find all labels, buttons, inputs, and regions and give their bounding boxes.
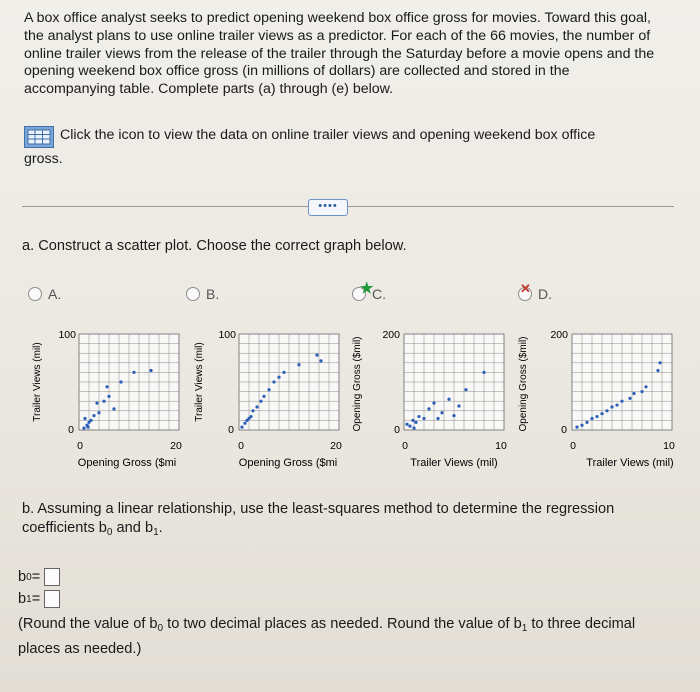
b1-label: b [18, 590, 27, 607]
scatter-point [149, 369, 152, 372]
scatter-point [615, 403, 618, 406]
graph-d-ylabel: Opening Gross ($mil) [518, 336, 529, 432]
correct-star-icon: ★ [360, 280, 374, 297]
graph-d[interactable] [516, 322, 686, 472]
scatter-point [92, 414, 95, 417]
scatter-point [620, 400, 623, 403]
scatter-point [83, 417, 86, 420]
scatter-point [595, 415, 598, 418]
radio-option-a[interactable] [28, 287, 42, 301]
scatter-point [414, 421, 417, 424]
scatter-point [86, 426, 89, 429]
option-a-label: A. [48, 286, 62, 302]
scatter-point [590, 417, 593, 420]
scatter-point [107, 395, 110, 398]
scatter-point [408, 425, 411, 428]
scatter-point [610, 405, 613, 408]
scatter-point [277, 376, 280, 379]
scatter-point [297, 363, 300, 366]
scatter-point [422, 417, 425, 420]
scatter-point [89, 419, 92, 422]
scatter-point [243, 422, 246, 425]
scatter-point [259, 400, 262, 403]
graph-a-xlabel: Opening Gross ($mi [77, 457, 177, 469]
scatter-point [255, 405, 258, 408]
scatter-point [632, 392, 635, 395]
scatter-point [452, 414, 455, 417]
option-b[interactable] [186, 286, 219, 302]
graph-d-ytop: 200 [550, 329, 568, 341]
graph-d-xend: 10 [663, 440, 675, 452]
incorrect-x-icon: ✕ [520, 281, 531, 296]
scatter-point [417, 415, 420, 418]
graph-c-yzero: 0 [394, 424, 400, 436]
section-divider [22, 206, 674, 207]
scatter-point [432, 402, 435, 405]
graph-d-yzero: 0 [561, 424, 567, 436]
scatter-point [112, 407, 115, 410]
scatter-point [272, 380, 275, 383]
note-sub0: 0 [157, 623, 164, 634]
graph-c-xzero: 0 [402, 440, 408, 452]
option-b-label: B. [206, 286, 220, 302]
b0-row [18, 566, 60, 588]
scatter-point [482, 371, 485, 374]
scatter-point [97, 411, 100, 414]
problem-statement: A box office analyst seeks to predict opening weekend box office gross for movies. Toward this goal, the analyst plans to use online trailer views as a predictor. For each of the 66 movies, the number of online trailer views from the release of the trailer through the Saturday before a movie opens and the opening weekend box office gross (in millions of dollars) are collected and stored in the accompanying table. Complete parts (a) through (e) below. [24, 10, 655, 98]
graph-c[interactable] [350, 322, 520, 472]
data-link-text-continued[interactable]: gross. [24, 151, 63, 167]
scatter-point [95, 402, 98, 405]
scatter-point [262, 395, 265, 398]
graph-a-ylabel: Trailer Views (mil) [32, 342, 43, 422]
b1-sub: 1 [26, 593, 32, 605]
graph-b-ylabel: Trailer Views (mil) [194, 342, 205, 422]
note-part2: to two decimal places as needed. Round the value of b [163, 616, 522, 632]
table-grid-icon[interactable] [24, 126, 54, 148]
scatter-point [575, 426, 578, 429]
graph-a-xzero: 0 [77, 440, 83, 452]
part-b-end: . [158, 520, 163, 536]
option-c-label: C. [372, 286, 386, 302]
rounding-note [18, 614, 668, 659]
graph-a-xend: 20 [170, 440, 182, 452]
graph-c-xend: 10 [495, 440, 507, 452]
answer-fields [18, 566, 60, 610]
b1-input[interactable] [44, 590, 60, 608]
scatter-point [464, 388, 467, 391]
scatter-point [427, 407, 430, 410]
scatter-point [82, 426, 85, 429]
expand-more-button[interactable]: •••• [308, 199, 348, 216]
b0-label: b [18, 568, 27, 585]
graph-b[interactable] [192, 322, 352, 472]
scatter-point [411, 419, 414, 422]
scatter-point [132, 371, 135, 374]
graph-d-xlabel: Trailer Views (mil) [586, 457, 674, 469]
scatter-point [245, 419, 248, 422]
graph-d-xzero: 0 [570, 440, 576, 452]
option-a[interactable] [28, 286, 61, 302]
scatter-point [412, 426, 415, 429]
scatter-point [267, 388, 270, 391]
graph-a[interactable] [30, 322, 190, 472]
graph-b-xzero: 0 [238, 440, 244, 452]
scatter-point [440, 411, 443, 414]
scatter-point [105, 385, 108, 388]
scatter-point [315, 354, 318, 357]
graph-a-ytop: 100 [58, 329, 76, 341]
scatter-point [605, 409, 608, 412]
scatter-point [240, 426, 243, 429]
b0-input[interactable] [44, 568, 60, 586]
b1-equals: = [31, 590, 41, 607]
scatter-point [249, 415, 252, 418]
note-part3: to three decimal places as needed.) [18, 616, 636, 657]
scatter-point [457, 404, 460, 407]
option-d-label: D. [538, 286, 552, 302]
part-a-question: a. Construct a scatter plot. Choose the correct graph below. [22, 238, 407, 254]
note-sub1: 1 [521, 623, 528, 634]
scatter-point [658, 361, 661, 364]
scatter-point [119, 380, 122, 383]
scatter-point [319, 359, 322, 362]
b1-row [18, 588, 60, 610]
graph-b-yzero: 0 [228, 424, 234, 436]
part-b-question [22, 500, 672, 542]
scatter-point [628, 397, 631, 400]
graph-c-ytop: 200 [382, 329, 400, 341]
graph-b-xlabel: Opening Gross ($mi [238, 457, 338, 469]
b0-equals: = [31, 568, 41, 585]
scatter-point [436, 417, 439, 420]
data-link-text[interactable]: Click the icon to view the data on online trailer views and opening weekend box office [60, 127, 596, 143]
part-b-and: and b [112, 520, 154, 536]
graph-a-yzero: 0 [68, 424, 74, 436]
scatter-point [644, 385, 647, 388]
part-b-sub0: 0 [106, 527, 113, 538]
b0-sub: 0 [26, 571, 32, 583]
scatter-point [405, 423, 408, 426]
scatter-point [447, 398, 450, 401]
part-b-sub1: 1 [153, 527, 159, 538]
scatter-point [580, 424, 583, 427]
radio-option-b[interactable] [186, 287, 200, 301]
graph-b-ytop: 100 [218, 329, 236, 341]
graph-b-xend: 20 [330, 440, 342, 452]
scatter-point [640, 390, 643, 393]
data-link[interactable] [24, 127, 664, 167]
note-part1: (Round the value of b [18, 616, 158, 632]
scatter-point [102, 400, 105, 403]
scatter-point [251, 409, 254, 412]
scatter-point [600, 412, 603, 415]
part-b-text: b. Assuming a linear relationship, use the least-squares method to determine the regression coefficients b [22, 501, 615, 536]
graph-c-xlabel: Trailer Views (mil) [410, 457, 498, 469]
scatter-point [585, 421, 588, 424]
graph-c-ylabel: Opening Gross ($mil) [352, 336, 363, 432]
scatter-point [656, 369, 659, 372]
scatter-point [282, 371, 285, 374]
